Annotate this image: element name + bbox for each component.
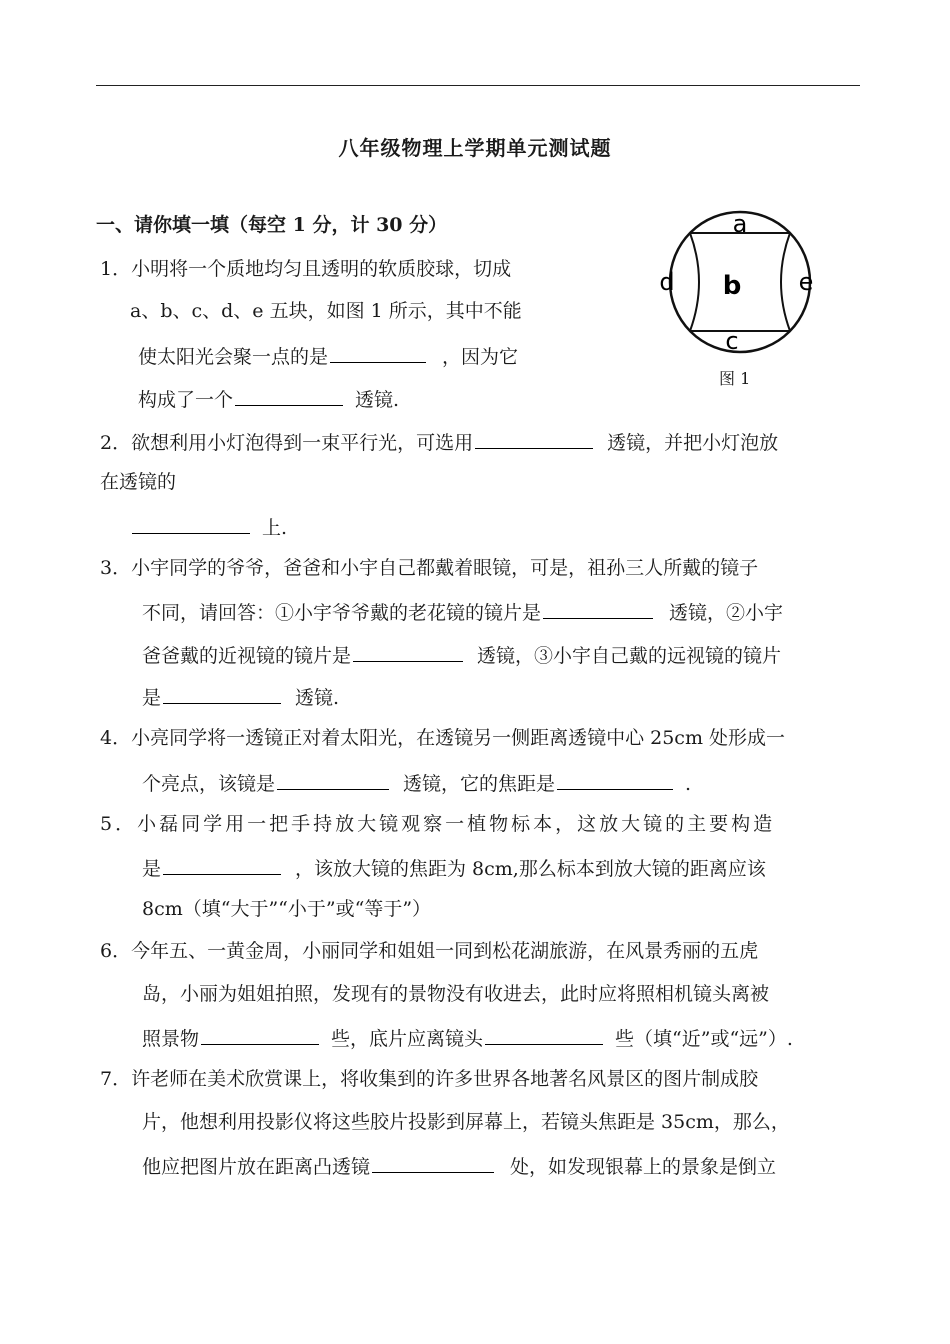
q4-blank-1[interactable] bbox=[277, 767, 389, 790]
figure-label-b: b bbox=[722, 271, 742, 301]
q3-line-2: 不同，请回答：①小宇爷爷戴的老花镜的镜片是 透镜，②小宇 bbox=[142, 596, 783, 627]
q1-blank-1[interactable] bbox=[330, 340, 426, 363]
q4-blank-2[interactable] bbox=[557, 767, 673, 790]
q6-line-1: 6．今年五、一黄金周，小丽同学和姐姐一同到松花湖旅游，在风景秀丽的五虎 bbox=[100, 940, 759, 962]
q5-line-3: 8cm（填“大于”“小于”或“等于”） bbox=[142, 898, 432, 920]
q6-blank-1[interactable] bbox=[201, 1022, 319, 1045]
figure-label-e: e bbox=[798, 268, 814, 296]
q7-line-3: 他应把图片放在距离凸透镜 处，如发现银幕上的景象是倒立 bbox=[142, 1150, 776, 1181]
figure-label-a: a bbox=[732, 210, 748, 238]
q2-blank-1[interactable] bbox=[475, 426, 593, 449]
q5-line-2: 是 ，该放大镜的焦距为 8cm,那么标本到放大镜的距离应该 bbox=[142, 852, 766, 883]
q2-line-2: 在透镜的 bbox=[100, 471, 177, 493]
q3-line-3: 爸爸戴的近视镜的镜片是 透镜，③小宇自己戴的远视镜的镜片 bbox=[142, 639, 781, 670]
q6-line-3: 照景物 些，底片应离镜头 些（填“近”或“远”）. bbox=[142, 1022, 793, 1053]
q7-blank-1[interactable] bbox=[372, 1150, 494, 1173]
q1-line-2: a、b、c、d、e 五块，如图 1 所示，其中不能 bbox=[130, 300, 522, 322]
q1-line-3: 使太阳光会聚一点的是 ，因为它 bbox=[138, 340, 518, 371]
q1-line-1: 1．小明将一个质地均匀且透明的软质胶球，切成 bbox=[100, 258, 512, 280]
q6-blank-2[interactable] bbox=[485, 1022, 603, 1045]
q6-line-2: 岛，小丽为姐姐拍照，发现有的景物没有收进去，此时应将照相机镜头离被 bbox=[142, 983, 770, 1005]
figure-right-arc bbox=[781, 233, 790, 331]
page-title: 八年级物理上学期单元测试题 bbox=[338, 136, 612, 160]
figure-label-c: c bbox=[725, 327, 739, 355]
figure-1-lens-diagram bbox=[650, 206, 830, 358]
figure-label-d: d bbox=[659, 268, 675, 296]
q1-line-4: 构成了一个 透镜. bbox=[138, 383, 399, 414]
q2-blank-2[interactable] bbox=[132, 511, 250, 534]
q2-line-1: 2．欲想利用小灯泡得到一束平行光，可选用 透镜，并把小灯泡放 bbox=[100, 426, 778, 457]
figure-caption: 图 1 bbox=[719, 369, 751, 388]
figure-left-arc bbox=[690, 233, 699, 331]
q7-line-2: 片，他想利用投影仪将这些胶片投影到屏幕上，若镜头焦距是 35cm，那么， bbox=[142, 1111, 790, 1133]
q3-blank-2[interactable] bbox=[353, 639, 463, 662]
q3-blank-1[interactable] bbox=[543, 596, 653, 619]
section-heading: 一、请你填一填（每空 1 分，计 30 分） bbox=[96, 214, 448, 236]
q4-line-2: 个亮点，该镜是 透镜，它的焦距是 . bbox=[142, 767, 691, 798]
q2-line-3: 上. bbox=[130, 511, 287, 542]
q3-blank-3[interactable] bbox=[163, 681, 281, 704]
q5-line-1: 5．小磊同学用一把手持放大镜观察一植物标本，这放大镜的主要构造 bbox=[100, 813, 776, 835]
q5-blank-1[interactable] bbox=[163, 852, 281, 875]
q3-line-1: 3．小宇同学的爷爷，爸爸和小宇自己都戴着眼镜，可是，祖孙三人所戴的镜子 bbox=[100, 557, 759, 579]
q7-line-1: 7．许老师在美术欣赏课上，将收集到的许多世界各地著名风景区的图片制成胶 bbox=[100, 1068, 759, 1090]
header-rule bbox=[96, 85, 860, 86]
q3-line-4: 是 透镜. bbox=[142, 681, 339, 712]
q1-blank-2[interactable] bbox=[235, 383, 343, 406]
q4-line-1: 4．小亮同学将一透镜正对着太阳光，在透镜另一侧距离透镜中心 25cm 处形成一 bbox=[100, 727, 786, 749]
